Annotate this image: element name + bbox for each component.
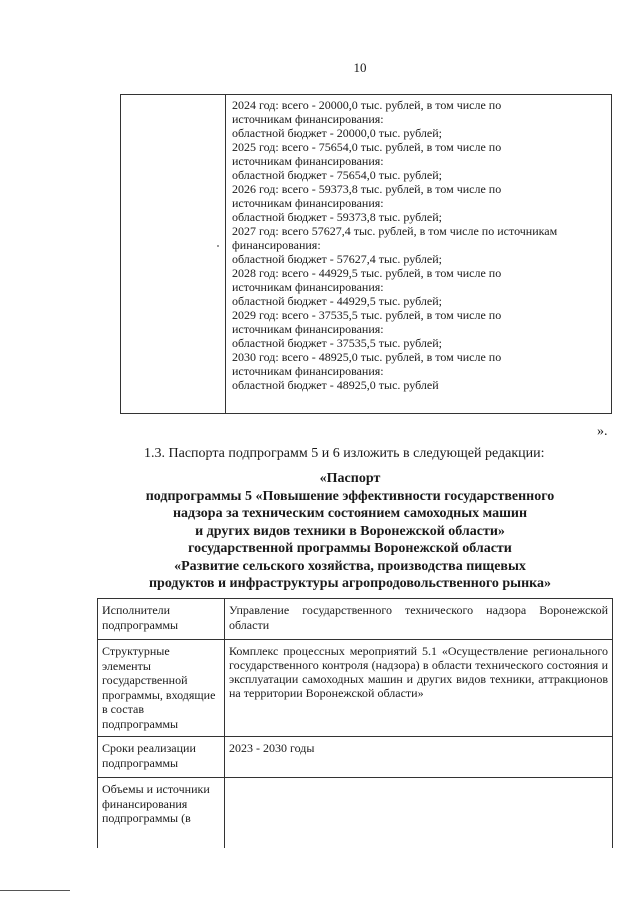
scan-speck <box>217 245 219 247</box>
row-label: Исполнители подпрограммы <box>102 603 179 632</box>
funding-line: источникам финансирования: <box>232 154 384 168</box>
table-row <box>98 640 612 737</box>
row-value: Комплекс процессных мероприятий 5.1 «Осуществление регионального государственного контроля (надзора) в области технического состояния и эксплуатации самоходных машин и других видов техники, аттракционов на территории Воронежской области» <box>229 644 608 700</box>
funding-line: 2027 год: всего 57627,4 тыс. рублей, в том числе по источникам <box>232 224 558 238</box>
funding-line: 2025 год: всего - 75654,0 тыс. рублей, в том числе по <box>232 140 502 154</box>
row-value: 2023 - 2030 годы <box>229 741 315 755</box>
title-line: и других видов техники в Воронежской области» <box>195 523 505 539</box>
funding-line: источникам финансирования: <box>232 196 384 210</box>
title-line: подпрограммы 5 «Повышение эффективности государственного <box>145 488 555 504</box>
funding-line: областной бюджет - 20000,0 тыс. рублей; <box>232 126 442 140</box>
title-line: «Паспорт <box>319 471 381 486</box>
instruction-paragraph: 1.3. Паспорта подпрограмм 5 и 6 изложить в следующей редакции: <box>144 446 545 461</box>
funding-line: источникам финансирования: <box>232 364 384 378</box>
funding-line: 2024 год: всего - 20000,0 тыс. рублей, в том числе по <box>232 98 502 112</box>
row-label: Объемы и источники финансирования подпрограммы (в <box>102 782 210 825</box>
table-row <box>98 737 612 778</box>
funding-line: областной бюджет - 57627,4 тыс. рублей; <box>232 252 442 266</box>
table-row <box>98 778 612 848</box>
funding-line: областной бюджет - 75654,0 тыс. рублей; <box>232 168 442 182</box>
funding-line: областной бюджет - 48925,0 тыс. рублей <box>232 378 439 392</box>
funding-table <box>120 94 612 414</box>
funding-text <box>232 98 604 392</box>
title-line: государственной программы Воронежской области <box>188 541 512 556</box>
passport-table <box>97 598 613 848</box>
footnote-rule <box>0 890 70 891</box>
funding-line: областной бюджет - 37535,5 тыс. рублей; <box>232 336 442 350</box>
title-line: надзора за техническим состоянием самоходных машин <box>172 506 528 521</box>
funding-line: областной бюджет - 59373,8 тыс. рублей; <box>232 210 442 224</box>
passport-title <box>110 470 590 593</box>
row-label: Структурные элементы государственной программы, входящие в состав подпрограммы <box>102 644 216 731</box>
title-line: продуктов и инфраструктуры агропродовольственного рынка» <box>148 576 552 591</box>
funding-line: 2028 год: всего - 44929,5 тыс. рублей, в том числе по <box>232 266 502 280</box>
column-divider <box>225 95 226 413</box>
row-value: Управление государственного технического надзора Воронежской области <box>229 603 608 632</box>
funding-line: финансирования: <box>232 238 321 252</box>
funding-line: 2026 год: всего - 59373,8 тыс. рублей, в том числе по <box>232 182 502 196</box>
funding-line: источникам финансирования: <box>232 280 384 294</box>
funding-line: источникам финансирования: <box>232 112 384 126</box>
funding-line: 2030 год: всего - 48925,0 тыс. рублей, в том числе по <box>232 350 502 364</box>
row-label: Сроки реализации подпрограммы <box>102 741 196 770</box>
funding-line: источникам финансирования: <box>232 322 384 336</box>
closing-quote: ». <box>597 424 608 439</box>
page-number: 10 <box>353 60 367 75</box>
funding-line: 2029 год: всего - 37535,5 тыс. рублей, в том числе по <box>232 308 502 322</box>
table-row <box>98 599 612 640</box>
funding-line: областной бюджет - 44929,5 тыс. рублей; <box>232 294 442 308</box>
title-line: «Развитие сельского хозяйства, производства пищевых <box>174 558 526 574</box>
